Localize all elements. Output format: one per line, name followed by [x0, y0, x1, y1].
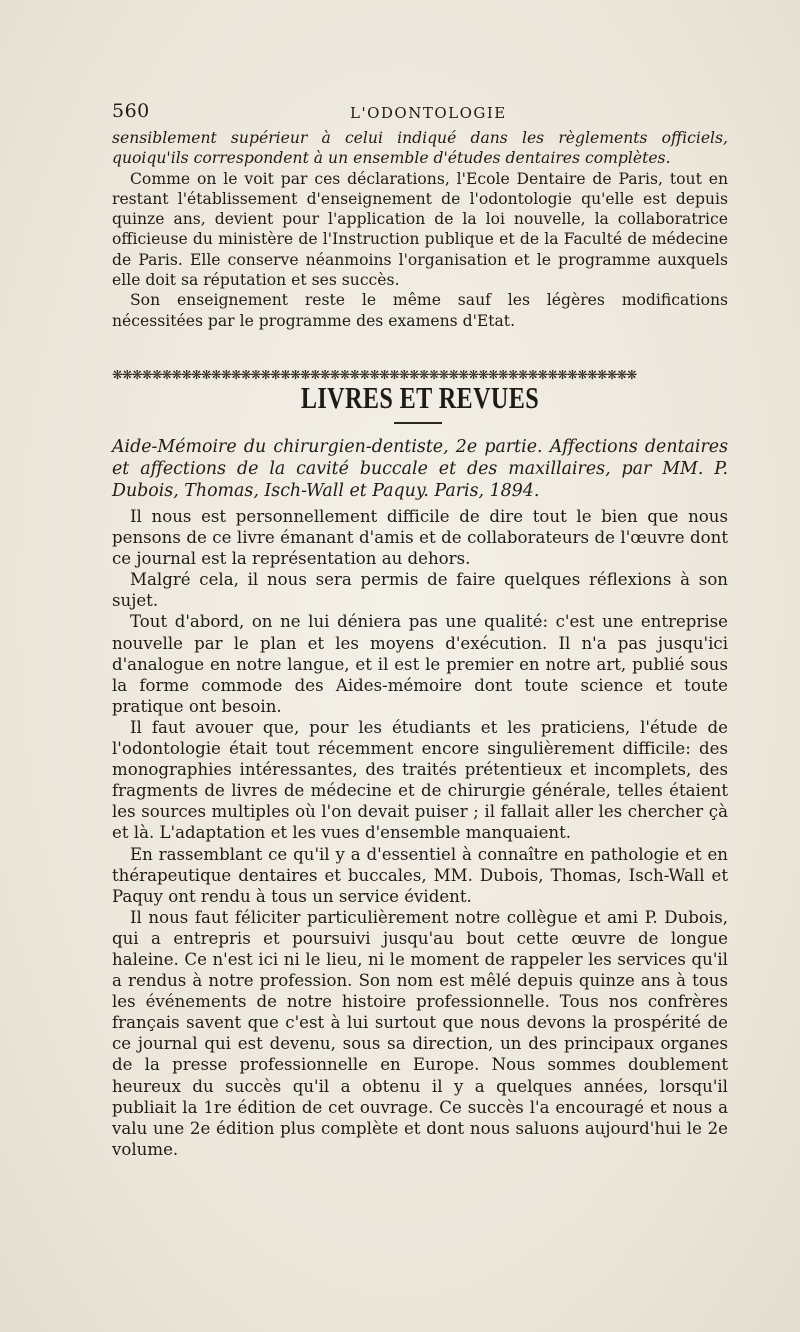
book-citation: Aide-Mémoire du chirurgien-dentiste, 2e partie. Affections dentaires et affections de la cavité buccale et des maxillaires, par MM. P. Dubois, Thomas, Isch-Wall et Paquy. Paris, 1894.	[112, 437, 728, 501]
paragraph: Il nous est personnellement difficile de dire tout le bien que nous pensons de ce livre émanant d'amis et de collaborateurs de l'œuvre dont ce journal est la représentation au dehors.	[112, 507, 728, 569]
running-head: L'ODONTOLOGIE	[350, 104, 507, 122]
paragraph: Tout d'abord, on ne lui déniera pas une qualité: c'est une entreprise nouvelle par le plan et les moyens d'exécution. Il n'a pas jusqu'ici d'analogue en notre langue, et il est le premier en notre art, publié sous la forme commode des Aides-mémoire dont toute science et toute pratique ont besoin.	[112, 612, 728, 716]
ornamental-divider: ❋❋❋❋❋❋❋❋❋❋❋❋❋❋❋❋❋❋❋❋❋❋❋❋❋❋❋❋❋❋❋❋❋❋❋❋❋❋❋❋❋❋❋❋❋❋❋❋❋❋❋❋❋	[112, 370, 637, 382]
paragraph-continuation: sensiblement supérieur à celui indiqué dans les règlements officiels, quoiqu'ils correspondent à un ensemble d'études dentaires complètes.	[112, 129, 728, 168]
page-header	[112, 100, 728, 130]
paragraph: Malgré cela, il nous sera permis de faire quelques réflexions à son sujet.	[112, 570, 728, 611]
top-text-block	[112, 128, 728, 331]
review-text-block	[112, 506, 728, 1160]
title-rule	[394, 422, 442, 424]
paragraph: Comme on le voit par ces déclarations, l'Ecole Dentaire de Paris, tout en restant l'établissement d'enseignement de l'odontologie qu'elle est depuis quinze ans, devient pour l'application de la loi nouvelle, la collaboratrice officieuse du ministère de l'Instruction publique et de la Faculté de médecine de Paris. Elle conserve néanmoins l'organisation et le programme auxquels elle doit sa réputation et ses succès.	[112, 169, 728, 290]
section-title: LIVRES ET REVUES	[300, 380, 540, 415]
paragraph: Son enseignement reste le même sauf les légères modifications nécessitées par le programme des examens d'Etat.	[112, 291, 728, 330]
page-number: 560	[112, 100, 150, 122]
paragraph: Il faut avouer que, pour les étudiants et les praticiens, l'étude de l'odontologie était tout récemment encore singulièrement difficile: des monographies intéressantes, des traités prétentieux et incomplets, des fragments de livres de médecine et de chirurgie générale, telles étaient les sources multiples où l'on devait puiser ; il fallait aller les chercher çà et là. L'adaptation et les vues d'ensemble manquaient.	[112, 717, 728, 843]
paragraph: En rassemblant ce qu'il y a d'essentiel à connaître en pathologie et en thérapeutique dentaires et buccales, MM. Dubois, Thomas, Isch-Wall et Paquy ont rendu à tous un service évident.	[112, 844, 728, 906]
paragraph: Il nous faut féliciter particulièrement notre collègue et ami P. Dubois, qui a entrepris et poursuivi jusqu'au bout cette œuvre de longue haleine. Ce n'est ici ni le lieu, ni le moment de rappeler les services qu'il a rendus à notre profession. Son nom est mêlé depuis quinze ans à tous les événements de notre histoire professionnelle. Tous nos confrères français savent que c'est à lui surtout que nous devons la prospérité de ce journal qui est devenu, sous sa direction, un des principaux organes de la presse professionnelle en Europe. Nous sommes doublement heureux du succès qu'il a obtenu il y a quelques années, lorsqu'il publiait la 1re édition de cet ouvrage. Ce succès l'a encouragé et nous a valu une 2e édition plus complète et dont nous saluons aujourd'hui le 2e volume.	[112, 907, 728, 1159]
